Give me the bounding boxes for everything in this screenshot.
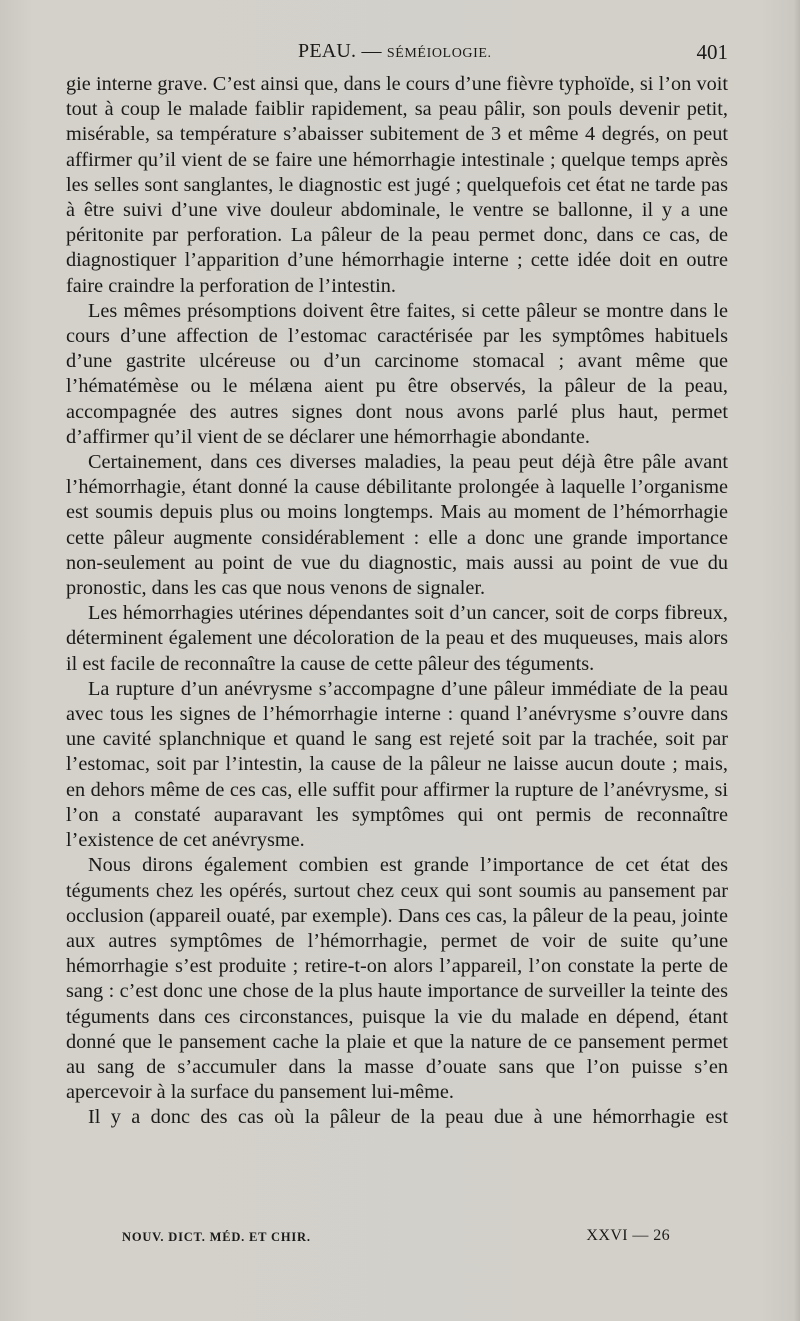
paragraph: Certainement, dans ces diverses maladies, la peau peut déjà être pâle avant l’hémorrhagie, étant donné la cause débilitante prolongée à laquelle l’organisme est soumis depuis plus ou moins longtemps. Mais au moment de l’hémorrhagie cette pâleur augmente considérablement : elle a donc une grande importance non-seulement au point de vue du diagnostic, mais aussi au point de vue du pronostic, dans les cas que nous venons de signaler. (66, 451, 728, 600)
body-text (66, 72, 728, 1131)
paragraph-continued: gie interne grave. C’est ainsi que, dans le cours d’une fièvre typhoïde, si l’on voit tout à coup le malade faiblir rapidement, sa peau pâlir, son pouls devenir petit, misérable, sa température s’abaisser subitement de 3 et même 4 degrés, on peut affirmer qu’il vient de se faire une hémorrhagie intestinale ; quelque temps après les selles sont sanglantes, le diagnostic est jugé ; quelquefois cet état ne tarde pas à être suivi d’une vive douleur abdominale, le ventre se ballonne, il y a une péritonite par perforation. La pâleur de la peau permet donc, dans ce cas, de diagnostiquer l’apparition d’une hémorrhagie interne ; cette idée doit en outre faire craindre la perforation de l’intestin. (66, 73, 728, 297)
paragraph: Les mêmes présomptions doivent être faites, si cette pâleur se montre dans le cours d’une affection de l’estomac caractérisée par les symptômes habituels d’une gastrite ulcéreuse ou d’un carcinome stomacal ; avant même que l’hématémèse ou le mélæna aient pu être observés, la pâleur de la peau, accompagnée des autres signes dont nous avons parlé plus haut, permet d’affirmer qu’il vient de se déclarer une hémorrhagie abondante. (66, 299, 728, 448)
page-edge-shadow (794, 0, 800, 1321)
publication-signature: NOUV. DICT. MÉD. ET CHIR. (122, 1230, 311, 1244)
paragraph: La rupture d’un anévrysme s’accompagne d’une pâleur immédiate de la peau avec tous les signes de l’hémorrhagie interne : quand l’anévrysme s’ouvre dans une cavité splanchnique et quand le sang est rejeté soit par la trachée, soit par l’estomac, soit par l’intestin, la cause de la pâleur ne laisse aucun doute ; mais, en dehors même de ces cas, elle suffit pour affirmer la rupture de l’anévrysme, si l’on a constaté auparavant les symptômes qui ont permis de reconnaître l’existence de cet anévrysme. (66, 677, 728, 852)
page-footer (66, 1226, 728, 1250)
paragraph: Nous dirons également combien est grande l’importance de cet état des téguments chez les opérés, surtout chez ceux qui sont soumis au pansement par occlusion (appareil ouaté, par exemple). Dans ces cas, la pâleur de la peau, jointe aux autres symptômes de l’hémorrhagie, permet de voir de suite qu’une hémorrhagie s’est produite ; retire-t-on alors l’appareil, l’on constate la perte de sang : c’est donc une chose de la plus haute importance de surveiller la teinte des téguments dans ces circonstances, puisque la vie du malade en dépend, étant donné que le pansement cache la plaie et que la nature de ce pansement permet au sang de s’accumuler dans la masse d’ouate sans que l’on puisse s’en apercevoir à la surface du pansement lui-même. (66, 854, 728, 1104)
running-title: PEAU. (298, 40, 357, 62)
header-separator: — (361, 40, 382, 62)
paragraph: Les hémorrhagies utérines dépendantes soit d’un cancer, soit de corps fibreux, déterminent également une décoloration de la peau et des muqueuses, mais alors il est facile de reconnaître la cause de cette pâleur des téguments. (66, 602, 728, 675)
page-header (66, 38, 728, 68)
volume-sheet-mark: XXVI — 26 (586, 1227, 670, 1244)
section-title: SÉMÉIOLOGIE. (386, 46, 492, 61)
running-head (298, 40, 492, 63)
page-number: 401 (696, 40, 728, 64)
paragraph-truncated: Il y a donc des cas où la pâleur de la peau due à une hémorrhagie est (88, 1106, 728, 1129)
